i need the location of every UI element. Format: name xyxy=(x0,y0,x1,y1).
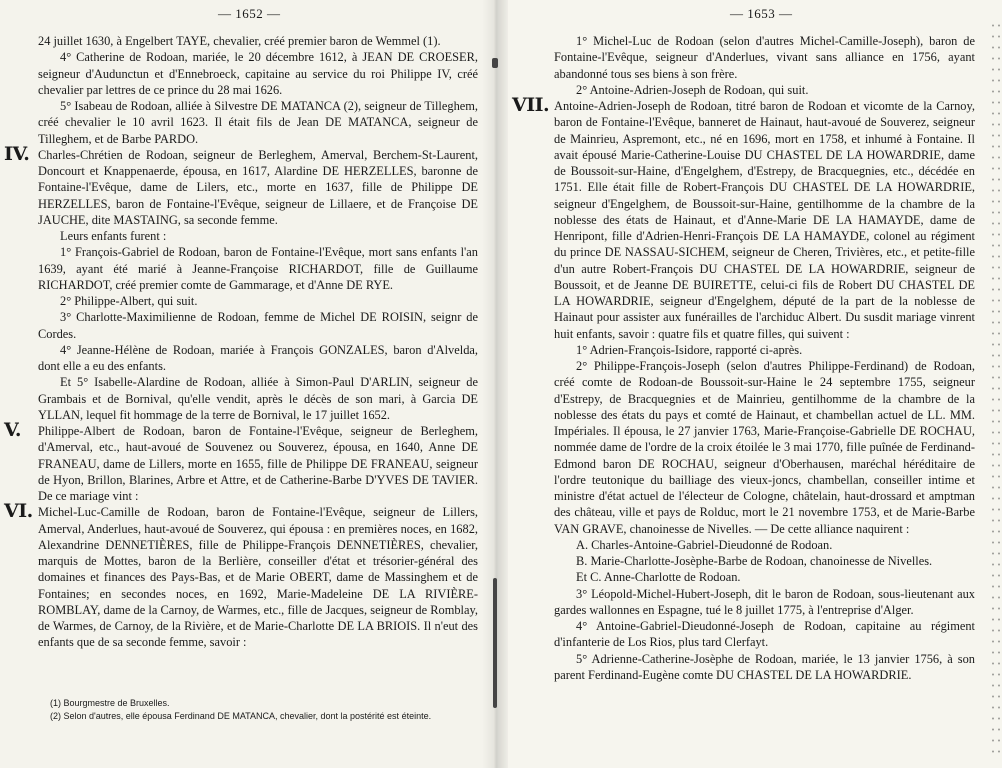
paragraph: Et C. Anne-Charlotte de Rodoan. xyxy=(576,570,741,585)
paragraph: 24 juillet 1630, à Engelbert TAYE, chevalier, créé premier baron de Wemmel (1). xyxy=(38,34,441,48)
paragraph: 2° Philippe-Albert, qui suit. xyxy=(60,294,198,308)
gutter-mark xyxy=(492,58,498,68)
generation-entry xyxy=(4,142,478,228)
page-number: — 1652 — xyxy=(218,6,281,21)
paragraph: Leurs enfants furent : xyxy=(60,229,167,243)
paragraph: B. Marie-Charlotte-Josèphe-Barbe de Rodoan, chanoinesse de Nivelles. xyxy=(576,554,933,568)
left-page xyxy=(0,0,498,768)
page-body xyxy=(512,33,975,683)
paragraph: 1° Michel-Luc de Rodoan (selon d'autres Michel-Camille-Joseph), baron de Fontaine-l'Evêque, seigneur d'Anderlues, vivant sans alliance en 1756, ayant abandonné tous ses biens à son frère. xyxy=(554,34,975,81)
generation-numeral: IV. xyxy=(4,142,30,165)
paragraph: 4° Jeanne-Hélène de Rodoan, mariée à François GONZALES, baron d'Alvelda, dont elle a eu des enfants. xyxy=(38,342,478,373)
paragraph: 4° Catherine de Rodoan, mariée, le 20 décembre 1612, à JEAN DE CROESER, seigneur d'Audunctun et d'Ennebroeck, capitaine au service du roi Philippe IV, créé chevalier par lettres de ce prince du 28 mai 1626. xyxy=(38,50,478,97)
paragraph: Charles-Chrétien de Rodoan, seigneur de Berleghem, Amerval, Berchem-St-Laurent, Doncourt et Knappenaerde, épousa, en 1617, Alardine DE HERZELLES, baronne de Fontaine-l'Evêque, dame de Lilers, etc., morte en 1637, fille de Philippe DE HERZELLES, baron de Fontaine-l'Evêque, seigneur de Lillaere, et de Françoise DE JAUCHE, dite MASTAING, sa seconde femme. xyxy=(38,147,478,227)
generation-numeral: VI. xyxy=(4,500,33,523)
paragraph: Et 5° Isabelle-Alardine de Rodoan, alliée à Simon-Paul D'ARLIN, seigneur de Grambais et de Bornival, qu'elle vendit, après le décès de son mari, à Garcia DE YLLAN, lequel fit hommage de la terre de Bornival, le 17 juillet 1652. xyxy=(38,375,478,422)
paragraph: 3° Léopold-Michel-Hubert-Joseph, dit le baron de Rodoan, sous-lieutenant aux gardes wallonnes en Espagne, tué le 8 juillet 1775, à l'entreprise d'Alger. xyxy=(554,586,975,617)
paragraph: 5° Isabeau de Rodoan, alliée à Silvestre DE MATANCA (2), seigneur de Tilleghem, créé chevalier le 10 avril 1623. Il était fils de Jean DE MATANCA, seigneur de Tilleghem, et de Barbe PARDO. xyxy=(38,99,478,146)
paragraph: Antoine-Adrien-Joseph de Rodoan, titré baron de Rodoan et vicomte de la Carnoy, baron de Fontaine-l'Evêque, banneret de Hainaut, haut-avoué de Souverez, seigneur de Mainrieu, Aspremont, etc., né en 1696, mort en 1758, et inhumé à Fontaine. Il avait épousé Marie-Catherine-Louise DU CHASTEL DE LA HOWARDRIE, dame de Boussoit-sur-Haine, d'Engelghem, d'Estrepy, de Bracquegnies, etc., décédée en 1751. Elle était fille de Robert-François DU CHASTEL DE LA HOWARDRIE, seigneur d'Engelghem, de Boussoit-sur-Haine, gentilhomme de la chambre de la noblesse des états de Hainaut, et d'Anne-Marie DE LA HAMAYDE, dame de Henripont, fille d'Adrien-Henri-François DE LA HAMAYDE, colonel au régiment du prince DE NASSAU-SICHEM, seigneur de Cheren, Trivières, etc., et petite-fille d'un autre Robert-François DU CHASTEL DE LA HOWARDRIE, seigneur de Boussoit, et de Jeanne DE BUIRETTE, celui-ci fils de Robert DU CHASTEL DE LA HOWARDRIE, seigneur d'Engelghem, député de la part de la noblesse de Hainaut pour assister aux funérailles de l'archiduc Albert. Du susdit mariage vinrent huit enfants, savoir : quatre fils et quatre filles, qui suivent : xyxy=(554,99,975,341)
paragraph: 5° Adrienne-Catherine-Josèphe de Rodoan, mariée, le 13 janvier 1756, à son parent Ferdinand-Eugène comte DU CHASTEL DE LA HOWARDRIE. xyxy=(554,651,975,682)
footnote: (2) Selon d'autres, elle épousa Ferdinand DE MATANCA, chevalier, dont la postérité est éteinte. xyxy=(50,711,432,721)
right-page xyxy=(498,0,1002,768)
paragraph: 2° Philippe-François-Joseph (selon d'autres Philippe-Ferdinand) de Rodoan, créé comte de Rodoan-de Boussoit-sur-Haine le 24 septembre 1755, seigneur d'Estrepy, de Bracquegnies et de Mainrieu, gentilhomme de la chambre de la noblesse des états du pays et comté de Hainaut, et chambellan actuel de LL. MM. Impériales. Il épousa, le 27 janvier 1763, Marie-Françoise-Gabrielle DE ROCHAU, nommée dame de l'ordre de la croix étoilée le 3 mai 1770, fille puînée de Ferdinand-Edmond baron DE ROCHAU, seigneur d'Oberhausen, maréchal héréditaire de l'ordre teutonique du bailliage des vieux-joncs, chambellan, conseiller intime et ministre d'état actuel de l'électeur de Cologne, châtelain, haut-drossard et amptman des château, ville et pays de Rolduc, mort le 21 novembre 1753, et de Marie-Barbe VAN GRAVE, chanoinesse de Nivelles. — De cette alliance naquirent : xyxy=(554,359,975,536)
page-number: — 1653 — xyxy=(730,6,793,21)
footnotes xyxy=(50,697,480,723)
paragraph: Michel-Luc-Camille de Rodoan, baron de Fontaine-l'Evêque, seigneur de Lillers, Amerval, Anderlues, haut-avoué de Souverez, qui épousa : en premières noces, en 1682, Alexandrine DENNETIÈRES, fille de Philippe-François DENNETIÈRES, chevalier, marquis de Mottes, baron de la Berlière, conseiller d'état et trésorier-général des domaines et finances des Pays-Bas, et de Marie OBERT, dame de Massinghem et de Fontaines; en secondes noces, en 1692, Marie-Madeleine DE LA RIVIÈRE-ROMBLAY, dame de la Carnoy, de Warmes, etc., fille de Jacques, seigneur de Romblay, de Warmes, de Carnoy, de la Rivière, et de Marie-Charlotte DE LA BRIOIS. Il n'eut des enfants que de sa seconde femme, savoir : xyxy=(38,505,478,650)
paragraph: 1° Adrien-François-Isidore, rapporté ci-après. xyxy=(576,342,803,357)
generation-entry xyxy=(4,500,478,650)
paragraph: Philippe-Albert de Rodoan, baron de Fontaine-l'Evêque, seigneur de Berleghem, d'Amerval, etc., haut-avoué de Souvenez ou Souverez, épousa, en 1640, Anne DE FRANEAU, dame de Lillers, morte en 1655, fille de Philippe DE FRANEAU, seigneur de Hyon, Brillon, Blarines, Arbre et Attre, et de Catherine-Barbe D'YVES DE TAVIER. De ce mariage vint : xyxy=(38,424,478,503)
gutter-mark xyxy=(493,578,497,708)
footnote: (1) Bourgmestre de Bruxelles. xyxy=(50,698,170,708)
generation-entry xyxy=(4,419,478,504)
page-body xyxy=(4,33,478,651)
generation-entry xyxy=(512,94,975,342)
paragraph: 4° Antoine-Gabriel-Dieudonné-Joseph de Rodoan, capitaine au régiment d'infanterie de Los Rios, plus tard Clerfayt. xyxy=(554,619,975,650)
generation-numeral: V. xyxy=(4,419,22,441)
page-edge-texture xyxy=(990,20,1000,760)
paragraph: A. Charles-Antoine-Gabriel-Dieudonné de Rodoan. xyxy=(576,537,833,552)
generation-numeral: VII. xyxy=(512,94,550,116)
paragraph: 3° Charlotte-Maximilienne de Rodoan, femme de Michel DE ROISIN, seignr de Cordes. xyxy=(38,310,478,341)
paragraph: 2° Antoine-Adrien-Joseph de Rodoan, qui suit. xyxy=(576,82,809,97)
paragraph: 1° François-Gabriel de Rodoan, baron de Fontaine-l'Evêque, mort sans enfants l'an 1639, ayant été marié à Jeanne-Françoise RICHARDOT, fille de Guillaume RICHARDOT, créé premier comte de Gammarage, et d'Anne DE RYE. xyxy=(38,245,478,292)
